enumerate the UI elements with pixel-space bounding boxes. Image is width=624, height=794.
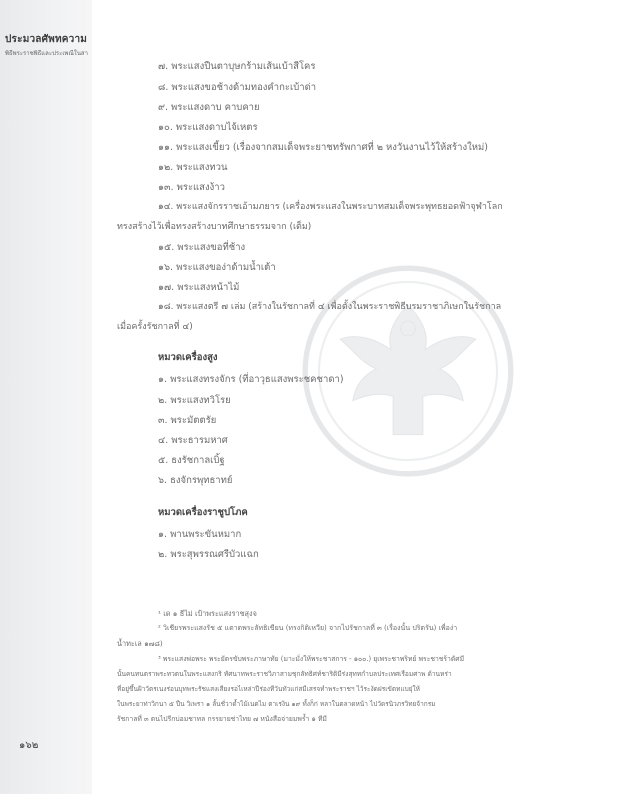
running-header	[5, 32, 88, 58]
footnote: รัชกาลที่ ๓ ตนไปรีกบ่อมชาทล กรรยายช่าไทย ๗ หนังสือจ่ายมพร้ำ ๑ ทีมี	[117, 715, 327, 723]
section-heading: หมวดเครื่องสูง	[158, 352, 218, 363]
list-item: ๔. พระธารมหาศ	[158, 435, 228, 446]
footnote: นั้นคนทนตราพระทวตนในพระแสงกริ ทัศนาทพระราชวิภาสามชุกลัทธิศท์ชาริติมีร่งสุททกำบลประเทศเรือมศาพ ด้านหร่า	[117, 670, 452, 678]
list-item: ๒. พระแสงทวิโรย	[158, 395, 231, 406]
list-item: ๒. พระสุพรรณศรีบัวแฉก	[158, 549, 259, 560]
page-number: ๑๖๒	[19, 740, 39, 751]
list-item: ๑๒. พระแสงทวน	[158, 162, 228, 173]
list-item: ๕. ธงรัชกาลเบิ้ฐ	[158, 455, 225, 466]
list-item: ๑. พระแสงทรงจักร (ที่อาวุธแสงพระชคชาดา)	[158, 374, 344, 385]
section-heading: หมวดเครื่องราชูปโภค	[158, 507, 248, 518]
list-item: ๗. พระแสงปืนตาบุษกร้ามเส้นเบ้าสีโคร	[158, 61, 316, 72]
list-item: ๓. พระมัตตรัย	[158, 415, 217, 426]
header-subtitle: พิธีพระราชพิธีและประเพณีในสา	[5, 50, 88, 57]
list-item: ๑๐. พระแสงดาบไจ้เหตร	[158, 122, 258, 133]
list-item: ๑๘. พระแสงตรี ๗ เล่ม (สร้างในรัชกาลที่ ๔ เพื่อตั้งในพระราชพิธีบรมราชาภิเษกในรัชกาล	[158, 302, 502, 312]
list-item: ๙. พระแสงดาบ คาบคาย	[158, 102, 260, 113]
list-item: ๑๖. พระแสงของ่าด้ามน้ำเต้า	[158, 262, 276, 273]
page-sidebar	[0, 0, 92, 794]
list-item: ๑๔. พระแสงจักรราชเอ้ามภยาร (เครื่องพระแสงในพระบาทสมเด็จพระพุทธยอดฟ้าจุฬาโลก	[158, 202, 503, 212]
list-item: ๑. พานพระขันหมาก	[158, 529, 242, 540]
list-item: ๑๕. พระแสงขอที่ช้าง	[158, 242, 246, 253]
list-item: ๖. ธงจักรพุทธาทย์	[158, 475, 233, 486]
list-item: ๑๑. พระแสงเขี้ยว (เรื่องจากสมเด็จพระยาชทรัพกาศที่ ๒ หงวันงานไว้ให้สร้างใหม่)	[158, 142, 488, 153]
footnote: น้ำทะเล ๑๗๘)	[117, 639, 163, 648]
list-item: ๑๗. พระแสงหน้าไม้	[158, 282, 240, 293]
continuation-text: ทรงสร้างไว้เพื่อทรงสร้างบาทศึกษาธรรมจาก (เต็ม)	[117, 222, 312, 232]
garuda-seal-watermark	[302, 265, 514, 477]
footnote: ในพระยาท่าวิกนา ๕ ปืน วิเพรา ๑ ลั้นชั่วาด้ำไม้เนตไม ตาเรงิน ๑๙ ทั้งก็ก่ หลาในตลาดหน้า ไปวัดรนิวภรวิทยจ้ากรม	[117, 700, 436, 708]
footnote: ที่อยู่ขึ้นฝ้าวัตรเนงร่อนบุทพระรัชแสงเสียงรอไเหล่าปีร่องทีวันทัวแก่สมีเสรจทำพระราชฯ ไว้ระงัดฝรเขัตทแบยุ่ให้	[117, 685, 420, 693]
header-title: ประมวลศัพทความ	[5, 34, 88, 45]
footnote: ³ พระแสงพ่อพระ พระยัตรขับพระภาษาทัย (มาะมั่งให้พระชาสการ - ๑๐๐.) ยุเพระชาพริทย์ พระชาชร้าดัศมี	[158, 655, 465, 663]
footnote: ² วิเชียรพระแสงรัช ๕ แตาตพระลัทธิเขียน (ทรงกิติเหวีย) จากไปรัชกาลที่ ๓ (เรื่องนั้น ปริตรัน) เพื่อง่า	[158, 624, 458, 632]
continuation-text: เมื่อครั้งรัชกาลที่ ๔)	[117, 322, 193, 332]
list-item: ๘. พระแสงขอช้างด้ามทองคำกะเบ้าด่า	[158, 82, 317, 93]
footnote: ¹ เด ๑ ธีไม่ เป้าพระแสงราชสุงจ	[158, 609, 257, 618]
list-item: ๑๓. พระแสงง้าว	[158, 182, 225, 193]
